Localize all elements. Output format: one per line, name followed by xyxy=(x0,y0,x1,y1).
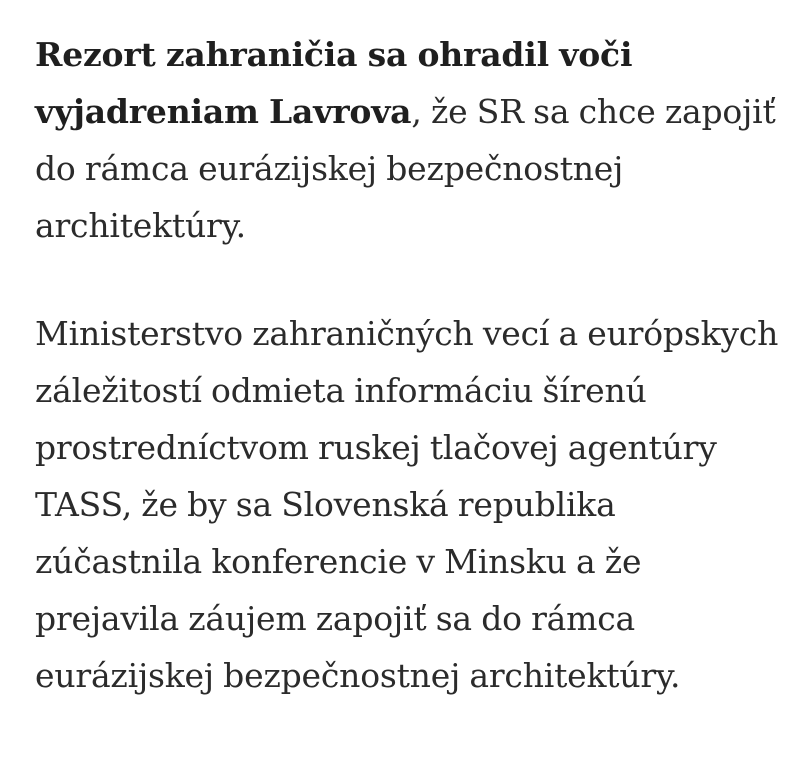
lead-headline: Rezort zahraničia sa ohradil voči vyjadreniam Lavrova xyxy=(35,35,633,131)
lead-remainder: , že SR sa chce zapojiť do rámca eurázijskej bezpečnostnej architektúry. xyxy=(35,92,776,245)
lead-paragraph xyxy=(35,26,780,254)
body-paragraph: Ministerstvo zahraničných vecí a európskych záležitostí odmieta informáciu šírenú prostredníctvom ruskej tlačovej agentúry TASS, že by sa Slovenská republika zúčastnila konferencie v Minsku a že prejavila záujem zapojiť sa do rámca eurázijskej bezpečnostnej architektúry. xyxy=(35,314,779,695)
